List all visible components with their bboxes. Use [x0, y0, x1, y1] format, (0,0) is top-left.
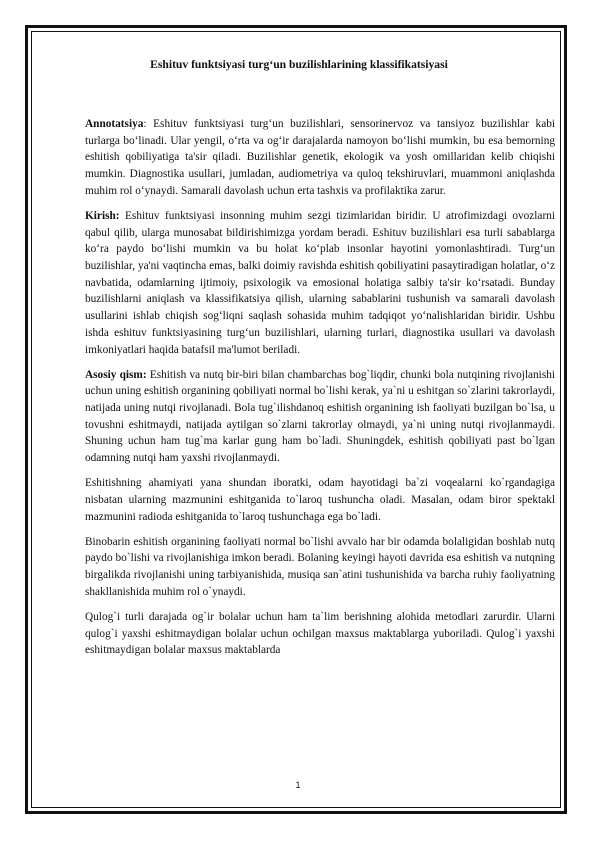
page-number: 1: [295, 780, 301, 790]
document-body: [85, 116, 555, 667]
paragraph-separator: :: [143, 118, 154, 130]
paragraph-lead: Annotatsiya: [85, 118, 144, 130]
paragraph-annotation: [85, 116, 555, 200]
paragraph-body: [85, 534, 555, 601]
paragraph-text: Qulog`i turli darajada og`ir bolalar uchun ham ta`lim berishning alohida metodlari zarurdir. Ularni qulog`i yaxshi eshitmaydigan bolalar uchun ochilgan maxsus maktablarga yuboriladi. Qulog`i yaxshi eshitmaydigan bolalar maxsus maktablarda: [85, 610, 555, 657]
paragraph-introduction: [85, 208, 555, 358]
paragraph-body: [85, 475, 555, 525]
paragraph-text: Eshitishning ahamiyati yana shundan iboratki, odam hayotidagi ba`zi voqealarni ko`rgandagiga nisbatan ularning mazmunini eshitganida to`laroq tushuncha oladi. Masalan, odam biror spektakl mazmunini radioda eshitganida to`laroq tushunchaga ega bo`ladi.: [85, 477, 555, 523]
paragraph-text: Eshituv funktsiyasi insonning muhim sezgi tizimlaridan biridir. U atrofimizdagi ovozlarni qabul qilib, ularga munosabat bildirishimizga yordam beradi. Eshituv buzilishlari esa turli sabablarga ko‘ra paydo bo‘lishi mumkin va bu holat ko‘plab insonlar hayotini yomonlashtiradi. Turg‘un buzilishlar, ya'ni vaqtincha emas, balki doimiy ravishda eshitish qobiliyatini pasaytiradigan holatlar, o‘z navbatida, odamlarning ijtimoiy, psixologik va emosional holatiga salbiy ta'sir ko‘rsatadi. Bunday buzilishlarni aniqlash va klassifikatsiya qilish, ularning sabablarini tushunish va samarali davolash usullarini ishlab chiqish sog‘liqni saqlash sohasida muhim tadqiqot yo‘nalishlaridan biridir. Ushbu ishda eshituv funktsiyasining turg‘un buzilishlari, ularning turlari, diagnostika usullari va davolash imkoniyatlari haqida batafsil ma'lumot beriladi.: [85, 209, 556, 356]
paragraph-text: Eshitish va nutq bir-biri bilan chambarchas bog`liqdir, chunki bola nutqining rivojlanishi uchun uning eshitish organining qobiliyati normal bo`lishi kerak, ya`ni u eshitgan so`zlarini takrorlaydi, natijada uning nutqi rivojlanadi. Bola tug`ilishdanoq eshitish organining ish faoliyati buzilgan bo`lsa, u tovushni eshitmaydi, natijada aytilgan so`zlarni takrorlay olmaydi, ya`ni uning nutqi rivojlanmaydi. Shuning uchun ham tug`ma karlar gung ham bo`ladi. Shuningdek, eshitish qobiliyati past bo`lgan odamning nutqi ham yaxshi rivojlanmaydi.: [85, 368, 556, 465]
document-title: Eshituv funktsiyasi turg‘un buzilishlarining klassifikatsiyasi: [150, 58, 448, 71]
paragraph-main-part: [85, 367, 555, 467]
paragraph-lead: Asosiy qism:: [85, 368, 147, 381]
paragraph-text: Eshituv funktsiyasi turg‘un buzilishlari, sensorinervoz va tansiyoz buzilishlar kabi turlarga bo‘linadi. Ular yengil, o‘rta va og‘ir darajalarda namoyon bo‘lishi mumkin, bu esa bemorning eshitish qobiliyatiga ta'sir qiladi. Buzilishlar genetik, ekologik va yosh omillaridan kelib chiqishi mumkin. Diagnostika usullari, jumladan, audiometriya va quloq tekshiruvlari, muammoni aniqlashda muhim rol o‘ynaydi. Samarali davolash uchun erta tashxis va profilaktika zarur.: [85, 118, 555, 197]
paragraph-text: Binobarin eshitish organining faoliyati normal bo`lishi avvalo har bir odamda bolaligidan boshlab nutq paydo bo`lishi va rivojlanishiga imkon beradi. Bolaning keyingi hayoti davrida esa eshitish va nutqning birgalikda rivojlanishi uning tarbiyanishida, musiqa san`atini tushunishida va barcha ruhiy faoliyatning shakllanishida muhim rol o`ynaydi.: [85, 535, 555, 598]
paragraph-lead: Kirish:: [85, 209, 120, 222]
paragraph-body: [85, 609, 555, 659]
